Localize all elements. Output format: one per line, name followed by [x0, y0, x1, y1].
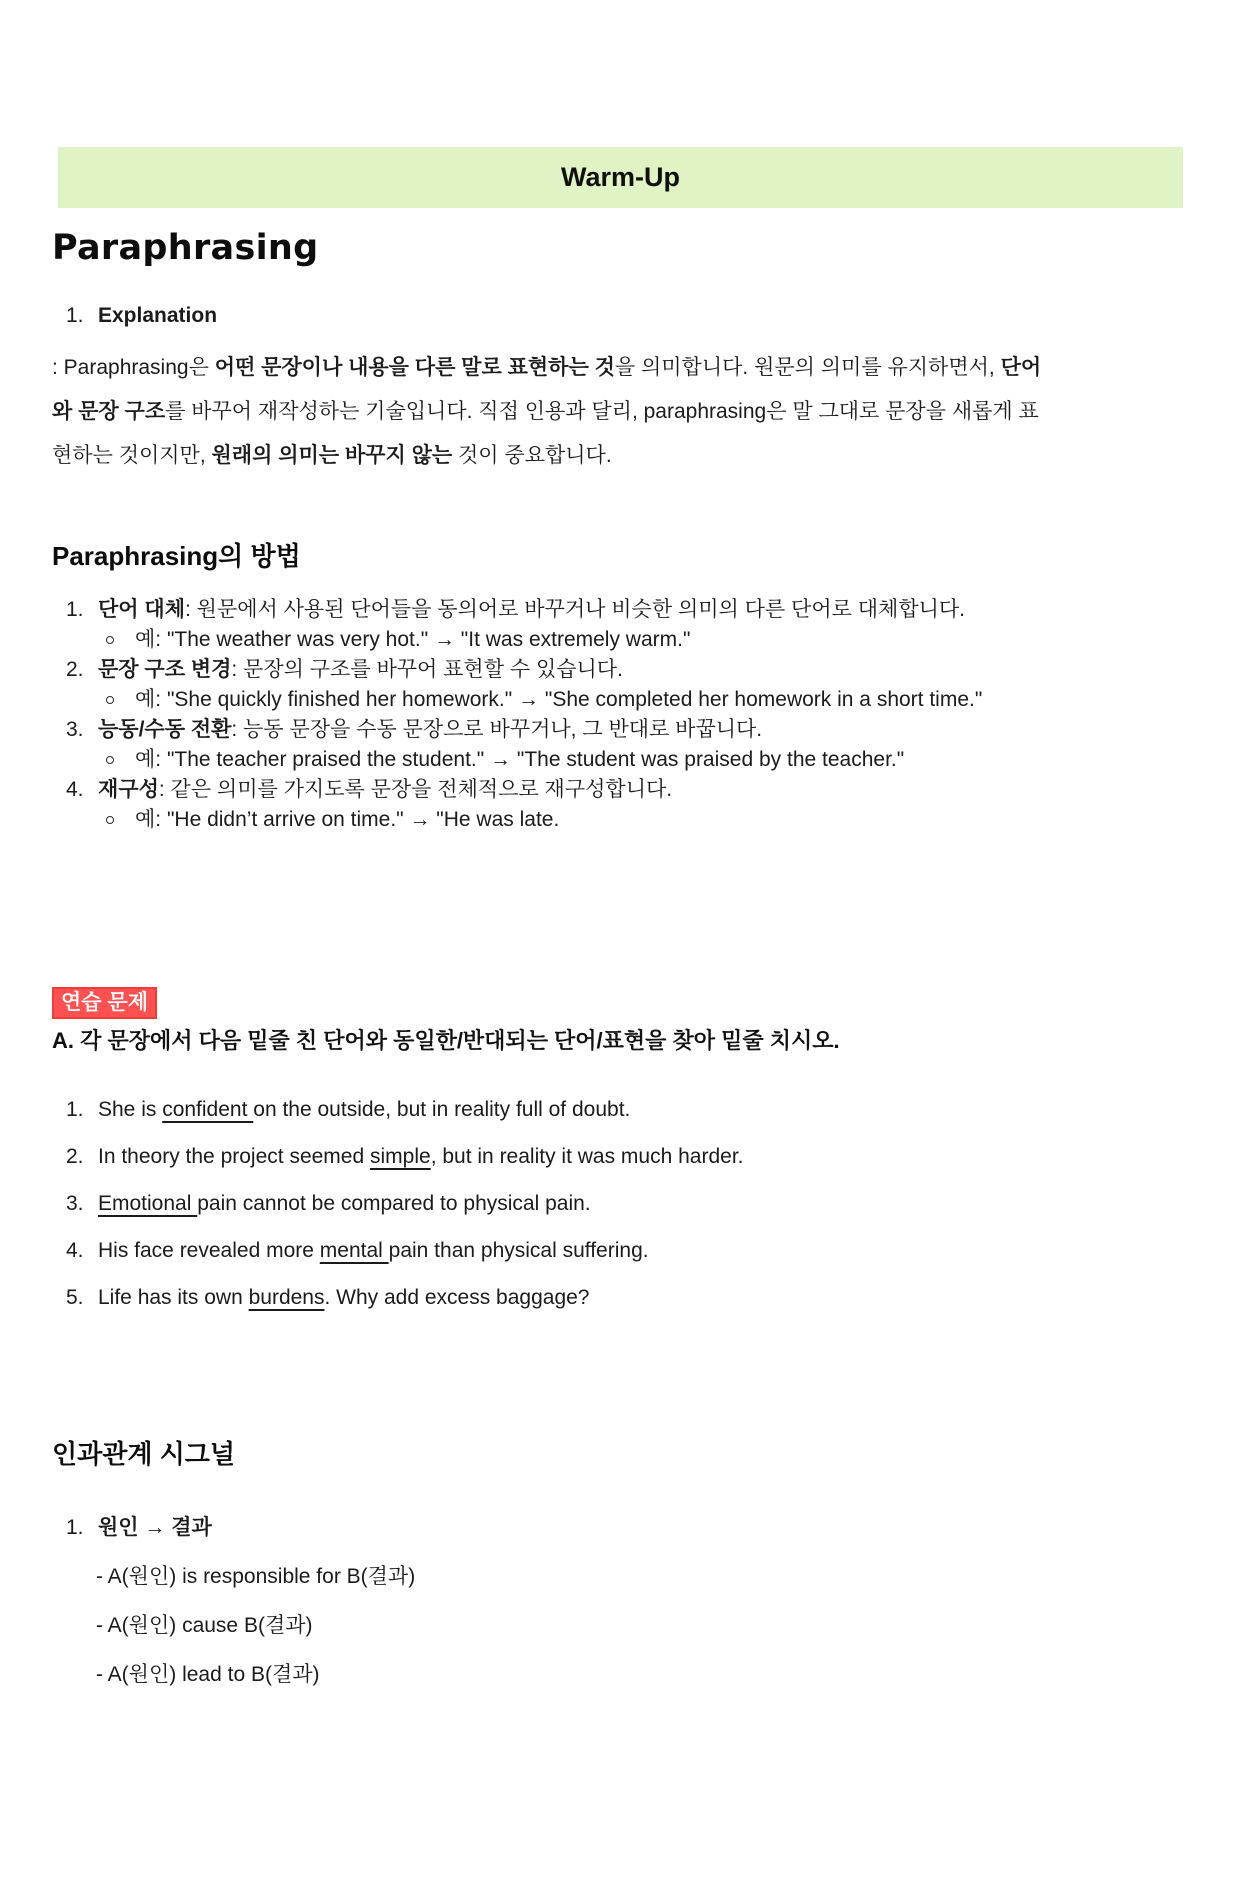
- paragraph-segment: 것이 중요합니다.: [452, 444, 612, 467]
- practice-badge: 연습 문제: [52, 987, 157, 1019]
- method-example: [106, 805, 1051, 835]
- sentence-pre: His face revealed more: [98, 1239, 320, 1262]
- method-desc: : 문장의 구조를 바꾸어 표현할 수 있습니다.: [231, 658, 623, 681]
- list-number: 2.: [66, 658, 84, 681]
- explanation-list-item: [66, 304, 1241, 328]
- method-text: [98, 595, 965, 625]
- method-example: [106, 745, 1051, 775]
- method-example: [106, 685, 1051, 715]
- method-desc: : 같은 의미를 가지도록 문장을 전체적으로 재구성합니다.: [158, 778, 673, 801]
- sentence-text: [98, 1095, 630, 1124]
- sentence-post: pain cannot be compared to physical pain.: [197, 1192, 591, 1215]
- method-desc: : 능동 문장을 수동 문장으로 바꾸거나, 그 반대로 바꿉니다.: [231, 718, 763, 741]
- method-item: [66, 775, 1241, 805]
- methods-heading: Paraphrasing의 방법: [52, 541, 301, 571]
- method-item: [66, 595, 1241, 625]
- explanation-paragraph: [52, 346, 1046, 478]
- sentence-post: . Why add excess baggage?: [324, 1286, 590, 1309]
- practice-sentence: [66, 1142, 1241, 1171]
- method-term: 단어 대체: [98, 598, 185, 621]
- circle-bullet-icon: [106, 816, 114, 824]
- underlined-word: confident: [162, 1098, 254, 1121]
- list-number: 1.: [66, 598, 84, 621]
- causal-pattern: - A(원인) is responsible for B(결과): [96, 1565, 416, 1588]
- page-title: Paraphrasing: [52, 228, 319, 268]
- method-text: [98, 775, 672, 805]
- causal-pattern: - A(원인) cause B(결과): [96, 1614, 313, 1637]
- causal-pattern: - A(원인) lead to B(결과): [96, 1663, 320, 1686]
- method-example: [106, 625, 1051, 655]
- paragraph-segment-bold: 원래의 의미는 바꾸지 않는: [211, 444, 453, 467]
- causal-item-label: 원인 → 결과: [98, 1516, 212, 1539]
- causal-list-item: [66, 1513, 1241, 1542]
- circle-bullet-icon: [106, 756, 114, 764]
- method-term: 재구성: [98, 778, 159, 801]
- paragraph-segment: 을 의미합니다. 원문의 의미를 유지하면서,: [614, 356, 1001, 379]
- sentence-text: [98, 1189, 591, 1218]
- methods-list: [0, 595, 1241, 835]
- warmup-banner-title: Warm-Up: [561, 162, 680, 192]
- paragraph-segment-bold: 어떤 문장이나 내용을 다른 말로 표현하는 것: [214, 356, 615, 379]
- paragraph-segment-bold: 단어와 문장 구조: [52, 356, 1042, 423]
- practice-sentence: [66, 1095, 1241, 1124]
- method-example-text: 예: "He didn’t arrive on time." → "He was late.: [135, 808, 560, 831]
- causal-heading: 인과관계 시그널: [52, 1439, 236, 1469]
- sentence-pre: Life has its own: [98, 1286, 249, 1309]
- method-item: [66, 715, 1241, 745]
- circle-bullet-icon: [106, 696, 114, 704]
- underlined-word: Emotional: [98, 1192, 198, 1215]
- underlined-word: simple: [370, 1145, 431, 1168]
- sentence-post: on the outside, but in reality full of doubt.: [253, 1098, 631, 1121]
- method-item: [66, 655, 1241, 685]
- method-text: [98, 715, 762, 745]
- method-term: 능동/수동 전환: [98, 718, 232, 741]
- sentence-text: [98, 1142, 744, 1171]
- method-example-text: 예: "The teacher praised the student." → "The student was praised by the teacher.": [135, 748, 905, 771]
- practice-sentence: [66, 1189, 1241, 1218]
- list-number: 1.: [66, 1098, 84, 1121]
- sentence-text: [98, 1236, 649, 1265]
- list-number: 4.: [66, 778, 84, 801]
- paragraph-segment: 를 바꾸어 재작성하는 기술입니다. 직접 인용과 달리, paraphrasing은 말 그대로 문장을 새롭게 표현하는 것이지만,: [52, 400, 1039, 467]
- sentence-post: , but in reality it was much harder.: [430, 1145, 744, 1168]
- method-text: [98, 655, 623, 685]
- sentence-pre: In theory the project seemed: [98, 1145, 370, 1168]
- list-number: 1.: [66, 304, 84, 327]
- method-example-text: 예: "The weather was very hot." → "It was extremely warm.": [135, 628, 691, 651]
- paragraph-segment: : Paraphrasing은: [52, 356, 215, 379]
- list-number: 5.: [66, 1286, 84, 1309]
- method-desc: : 원문에서 사용된 단어들을 동의어로 바꾸거나 비슷한 의미의 다른 단어로 대체합니다.: [184, 598, 966, 621]
- list-number: 1.: [66, 1516, 84, 1539]
- practice-sentence: [66, 1236, 1241, 1265]
- underlined-word: mental: [319, 1239, 389, 1262]
- list-number: 2.: [66, 1145, 84, 1168]
- warmup-banner: [58, 147, 1183, 208]
- practice-instruction: A. 각 문장에서 다음 밑줄 친 단어와 동일한/반대되는 단어/표현을 찾아 밑줄 치시오.: [52, 1028, 840, 1053]
- underlined-word: burdens: [248, 1286, 325, 1309]
- explanation-heading: Explanation: [98, 304, 218, 327]
- circle-bullet-icon: [106, 636, 114, 644]
- list-number: 4.: [66, 1239, 84, 1262]
- method-example-text: 예: "She quickly finished her homework." → "She completed her homework in a short time.": [135, 688, 983, 711]
- method-term: 문장 구조 변경: [98, 658, 232, 681]
- sentence-text: [98, 1283, 590, 1312]
- sentence-pre: She is: [98, 1098, 163, 1121]
- practice-sentence: [66, 1283, 1241, 1312]
- practice-sentence-list: [0, 1095, 1241, 1312]
- list-number: 3.: [66, 1192, 84, 1215]
- list-number: 3.: [66, 718, 84, 741]
- sentence-post: pain than physical suffering.: [388, 1239, 649, 1262]
